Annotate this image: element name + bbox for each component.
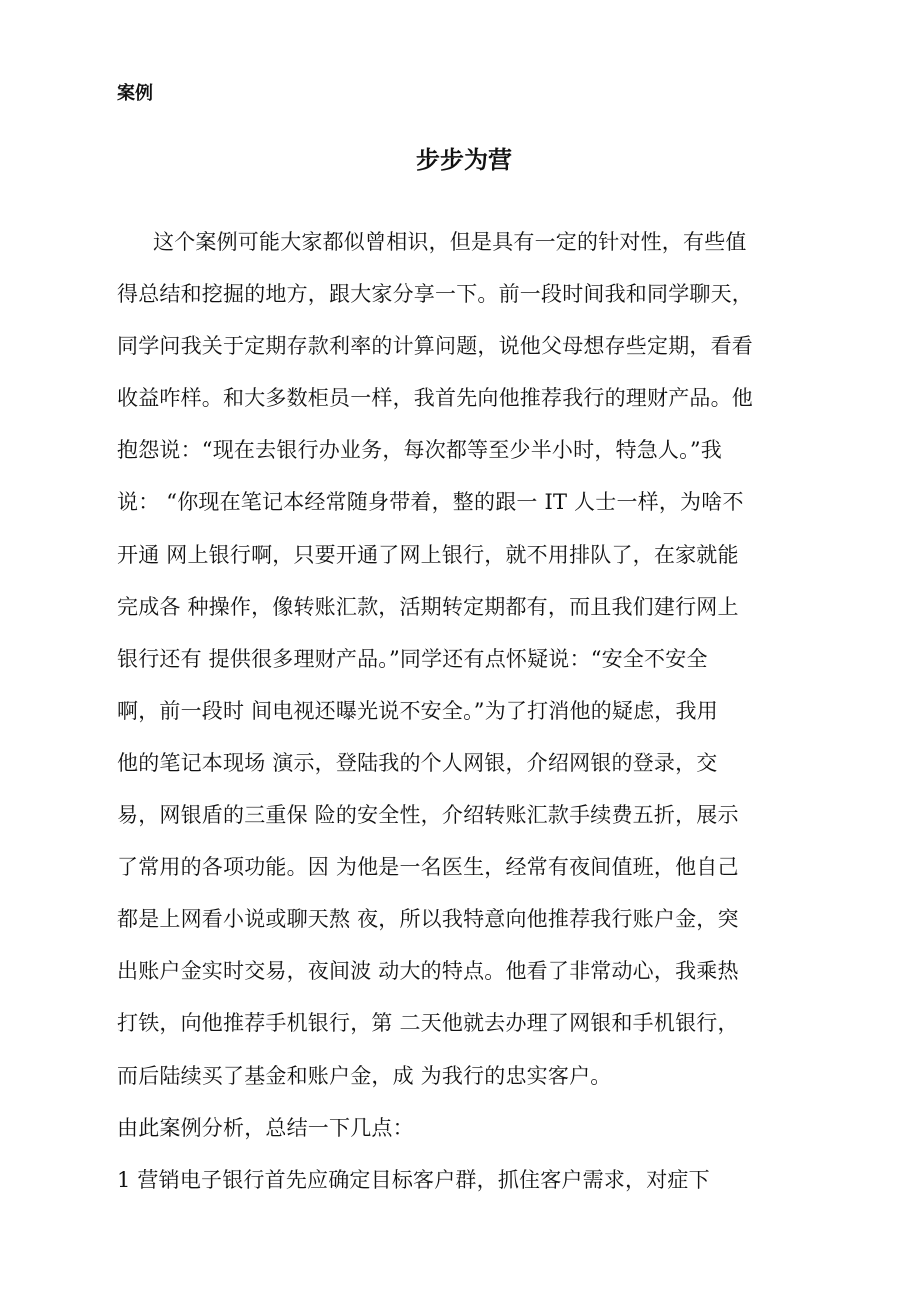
body-line: 了常用的各项功能。因 为他是一名医生，经常有夜间值班，他自己 (117, 855, 739, 880)
body-line: 易，网银盾的三重保 险的安全性，介绍转账汇款手续费五折，展示 (117, 803, 739, 828)
document-body (117, 222, 817, 1212)
body-line: 同学问我关于定期存款利率的计算问题，说他父母想存些定期，看看 (117, 334, 753, 359)
body-line: 说： “你现在笔记本经常随身带着，整的跟一 IT 人士一样，为啥不 (117, 490, 744, 515)
body-line: 他的笔记本现场 演示，登陆我的个人网银，介绍网银的登录，交 (117, 750, 718, 775)
summary-line: 由此案例分析，总结一下几点： (117, 1115, 414, 1140)
document-title: 步步为营 (416, 146, 512, 174)
body-line: 这个案例可能大家都似曾相识，但是具有一定的针对性，有些值 (153, 230, 747, 254)
body-line: 收益咋样。和大多数柜员一样，我首先向他推荐我行的理财产品。他 (117, 386, 753, 411)
body-line: 完成各 种操作，像转账汇款，活期转定期都有，而且我们建行网上 (117, 594, 739, 619)
body-line: 抱怨说：“现在去银行办业务，每次都等至少半小时，特急人。”我 (117, 438, 722, 463)
body-line: 打铁，向他推荐手机银行，第 二天他就去办理了网银和手机银行， (117, 1011, 739, 1036)
body-line: 啊，前一段时 间电视还曝光说不安全。”为了打消他的疑虑，我用 (117, 698, 718, 723)
body-line: 都是上网看小说或聊天熬 夜，所以我特意向他推荐我行账户金，突 (117, 907, 739, 932)
section-label: 案例 (117, 83, 153, 104)
body-line: 银行还有 提供很多理财产品。”同学还有点怀疑说：“安全不安全 (117, 646, 708, 671)
body-line: 得总结和挖掘的地方，跟大家分享一下。前一段时间我和同学聊天， (117, 282, 753, 307)
body-line: 而后陆续买了基金和账户金，成 为我行的忠实客户。 (117, 1063, 612, 1088)
body-line: 出账户金实时交易，夜间波 动大的特点。他看了非常动心，我乘热 (117, 959, 739, 984)
body-line: 开通 网上银行啊，只要开通了网上银行，就不用排队了，在家就能 (117, 542, 739, 567)
point-line: 1 营销电子银行首先应确定目标客户群，抓住客户需求，对症下 (117, 1167, 710, 1192)
